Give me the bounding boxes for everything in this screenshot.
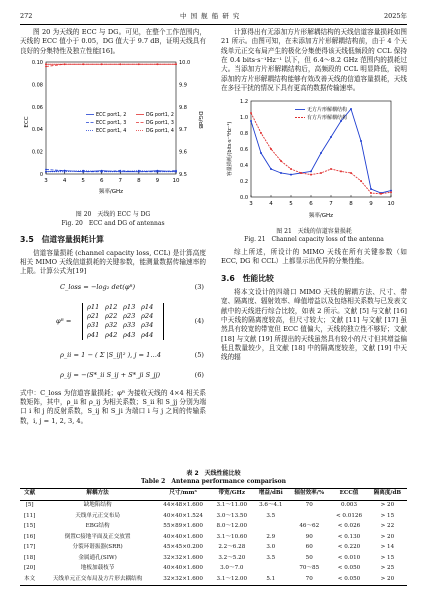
equation-4 xyxy=(20,301,206,345)
section-heading: 3.5 信道容量损耗计算 xyxy=(20,234,104,244)
table-body xyxy=(20,500,407,585)
x-tick-label: 5 xyxy=(81,178,85,185)
table-cell xyxy=(253,522,288,533)
table-row xyxy=(20,500,407,511)
legend-label: ECC port1, 4 xyxy=(96,129,127,135)
table-header-cell: 文献 xyxy=(24,490,36,497)
table-cell: 2.2～6.28 xyxy=(218,544,246,551)
table-header-cell: 尺寸/mm³ xyxy=(169,490,197,497)
table-cell: < 0.050 xyxy=(337,565,361,572)
x-tick-label: 4 xyxy=(269,200,273,207)
left-column xyxy=(20,28,206,426)
data-point xyxy=(138,170,140,172)
data-point xyxy=(300,172,302,174)
header-rule xyxy=(20,24,407,25)
figure-caption-cn: 图 20 天线的 ECC 与 DG xyxy=(75,211,151,219)
running-header xyxy=(20,12,407,22)
y-tick-label: 0.2 xyxy=(240,178,248,185)
matrix-cell: ρ21 xyxy=(87,312,100,321)
table-cell: 0.003 xyxy=(340,502,357,509)
table-cell: > 20 xyxy=(380,502,395,509)
table-row xyxy=(20,553,407,564)
table-cell: < 0.010 xyxy=(337,554,361,561)
table-cell: 天线单元正交布局及方片形去耦结构 xyxy=(52,575,143,582)
data-point xyxy=(270,148,272,150)
equation-number: (4) xyxy=(194,316,204,325)
table-cell: 分裂环谐振器(SRR) xyxy=(72,544,123,551)
matrix-cell: ρ13 xyxy=(123,302,136,311)
matrix-cell: ρ44 xyxy=(141,330,154,339)
table-cell: EBG结构 xyxy=(85,523,110,530)
table-cell: [20] xyxy=(23,565,36,572)
legend-label: DG port1, 3 xyxy=(146,121,174,127)
table-cell: 3.1～12.00 xyxy=(216,575,248,582)
data-point xyxy=(260,132,262,134)
data-point xyxy=(260,152,262,154)
table-cell: [15] xyxy=(23,523,36,530)
table-cell: 55×89×1.600 xyxy=(163,523,203,530)
y2-tick-label: 9.8 xyxy=(179,104,187,111)
table-cell: 70～85 xyxy=(299,565,320,572)
table-cell xyxy=(288,511,330,522)
table-row xyxy=(20,511,407,522)
data-point xyxy=(101,63,103,65)
legend-label: ECC port1, 3 xyxy=(96,121,127,127)
x-axis-label: 频率/GHz xyxy=(308,212,334,219)
figure-caption-en: Fig. 21 Channel capacity loss of the antenna xyxy=(244,235,384,243)
y2-tick-label: 9.9 xyxy=(179,82,187,89)
legend xyxy=(86,112,174,134)
table-header-cell: 辐射效率/% xyxy=(294,490,325,497)
x-tick-label: 7 xyxy=(118,178,123,185)
data-point xyxy=(45,169,47,171)
data-point xyxy=(119,63,121,65)
table-cell: 70 xyxy=(305,575,313,582)
matrix-cell: ρ32 xyxy=(105,321,118,330)
y-tick-label: 0.02 xyxy=(31,149,43,156)
x-tick-label: 10 xyxy=(172,178,180,185)
table-cell: 60 xyxy=(305,544,313,551)
right-column xyxy=(221,28,407,363)
data-point xyxy=(370,188,372,190)
table-cell: 倒置C接地平面及正交放置 xyxy=(64,533,131,540)
data-point xyxy=(390,191,392,193)
matrix-cell: ρ24 xyxy=(141,312,154,321)
x-tick-label: 6 xyxy=(309,200,313,207)
matrix-cell: ρ41 xyxy=(87,330,100,339)
y-tick-label: 0.6 xyxy=(240,146,248,153)
data-point xyxy=(175,63,177,65)
page-number: 272 xyxy=(20,12,33,20)
table-cell: 70 xyxy=(305,502,313,509)
y2-tick-label: 9.7 xyxy=(179,127,187,134)
table-cell: 3.1～11.00 xyxy=(216,502,248,509)
table-cell: < 0.130 xyxy=(337,533,361,540)
comparison-table xyxy=(20,488,407,586)
y-tick-label: 0.04 xyxy=(31,127,43,134)
table-header-cell: 解耦方法 xyxy=(86,490,109,497)
matrix-cell: ρ31 xyxy=(87,321,100,330)
table-cell: < 0.050 xyxy=(337,575,361,582)
table-cell: 3.1～10.60 xyxy=(216,533,248,540)
table-row xyxy=(20,532,407,543)
table-cell: [5] xyxy=(25,502,34,509)
figure-21 xyxy=(221,97,407,245)
table-row xyxy=(20,543,407,554)
table-cell: > 22 xyxy=(380,523,395,530)
table-row xyxy=(20,522,407,533)
x-tick-label: 4 xyxy=(62,178,67,185)
equation-number: (3) xyxy=(194,282,204,291)
table-cell: 地板加载枝节 xyxy=(80,565,115,572)
legend-label: 有方片形解耦结构 xyxy=(307,114,348,121)
data-point xyxy=(340,170,342,172)
data-point xyxy=(290,173,292,175)
matrix-cell: ρ43 xyxy=(123,330,136,339)
x-tick-label: 8 xyxy=(349,200,353,207)
matrix-cell: ρ12 xyxy=(105,302,118,311)
figure-20 xyxy=(20,58,206,228)
equation-number: (6) xyxy=(194,370,204,379)
table-title-en: Table 2 Antenna performance comparison xyxy=(141,478,286,486)
equation-text: C_loss = −log₂ det(φᴿ) xyxy=(60,282,136,291)
table-cell: [11] xyxy=(23,512,36,519)
table-header-cell: 隔离度/dB xyxy=(373,490,402,497)
table-cell: 5.1 xyxy=(266,575,276,582)
table-cell: 3.5 xyxy=(266,512,276,519)
table-cell: 2.9 xyxy=(266,533,276,540)
matrix-row xyxy=(87,312,159,321)
matrix-cell: ρ14 xyxy=(141,302,154,311)
table-cell: 天线单元正交布局 xyxy=(75,512,120,519)
y-tick-label: 0.8 xyxy=(240,130,248,137)
data-point xyxy=(157,63,159,65)
x-tick-label: 3 xyxy=(249,200,253,207)
table-cell: 50 xyxy=(305,554,313,561)
data-point xyxy=(320,172,322,174)
equation-text: ρ_ii = 1 − ( Σ |S_ij|² ), j = 1…4 xyxy=(60,350,162,359)
matrix-row xyxy=(87,321,159,330)
paragraph: 综上所述，所设计的 MIMO 天线在所有关键参数（如 ECC, DG 和 CCL）上都显示出优异的分集性能。 xyxy=(221,248,407,266)
x-axis-label: 频率/GHz xyxy=(98,189,124,196)
table-cell: 3.0～7.0 xyxy=(220,565,244,572)
y-tick-label: 1.0 xyxy=(240,114,248,121)
data-point xyxy=(330,136,332,138)
table-header-cell: ECC值 xyxy=(339,490,359,497)
table-cell: 32×32×1.600 xyxy=(163,554,203,561)
matrix-cell: ρ11 xyxy=(87,302,100,311)
table-cell: > 25 xyxy=(380,565,395,572)
data-point xyxy=(270,168,272,170)
matrix-row xyxy=(87,331,159,340)
x-tick-label: 7 xyxy=(329,200,333,207)
data-point xyxy=(310,170,312,172)
table-cell: [17] xyxy=(23,544,36,551)
data-point xyxy=(64,63,66,65)
year: 2025年 xyxy=(383,12,407,20)
data-point xyxy=(330,168,332,170)
table-row xyxy=(20,574,407,585)
table-cell: 32×32×1.600 xyxy=(163,575,203,582)
y-tick-label: 0 xyxy=(39,172,43,179)
table-cell: 44×48×1.600 xyxy=(163,502,203,509)
data-point xyxy=(380,192,382,194)
table-cell: 45×45×0.200 xyxy=(163,544,203,551)
table-2 xyxy=(20,470,407,586)
table-cell: < 0.0126 xyxy=(335,512,363,519)
table-row xyxy=(20,564,407,575)
matrix-cell: ρ23 xyxy=(123,312,136,321)
legend xyxy=(295,106,347,121)
data-point xyxy=(82,63,84,65)
data-point xyxy=(310,173,312,175)
paragraph: 计算得出有无添加方片形解耦结构的天线信道容量损耗如图 21 所示。由图可知，在未添加方片形解耦结构前，由于 4 个天线单元正交布局产生的极化分集使得该天线低频段的 CCL 保持在 0.4 bits·s⁻¹Hz⁻¹ 以下，但 6.4～8.2 GHz 范围内的损耗过大。当添加方片形解耦结构后，高频段的 CCL 明显降低，说明添加的方片形解耦结构能够有效改善天线的信道容量损耗，天线在多径干扰的情况下具有更高的数据传输速率。 xyxy=(221,28,407,93)
table-cell: > 14 xyxy=(380,544,395,551)
data-point xyxy=(250,112,252,114)
table-cell: [16] xyxy=(23,533,36,540)
table-cell: 3.0 xyxy=(266,544,276,551)
data-point xyxy=(350,172,352,174)
y-tick-label: 0.06 xyxy=(31,104,43,111)
matrix-row xyxy=(87,303,159,312)
data-point xyxy=(320,152,322,154)
matrix xyxy=(82,303,164,340)
matrix-cell: ρ42 xyxy=(105,330,118,339)
figure-caption-en: Fig. 20 ECC and DG of antennas xyxy=(61,219,165,227)
paragraph: 信道容量损耗 (channel capacity loss, CCL) 是计算高度相关 MIMO 天线信道损耗的关键参数，能测量数据传输速率的上限。计算公式为[19] xyxy=(20,248,206,276)
legend-label: DG port1, 4 xyxy=(146,129,174,135)
table-cell: 40×40×1.600 xyxy=(163,565,203,572)
x-tick-label: 5 xyxy=(289,200,293,207)
table-cell: 3.2～5.20 xyxy=(218,554,246,561)
y2-tick-label: 9.5 xyxy=(179,172,187,179)
x-tick-label: 9 xyxy=(369,200,373,207)
y-axis-label: ECC xyxy=(24,116,30,128)
table-cell: 3.0～13.50 xyxy=(216,512,248,519)
table-header-row xyxy=(20,489,407,501)
data-point xyxy=(350,108,352,110)
series-line xyxy=(251,109,391,193)
table-cell: 金属通孔(SIW) xyxy=(78,554,117,561)
table-cell: 40×40×1.524 xyxy=(163,512,203,519)
paragraph: 将本文设计的四端口 MIMO 天线的解耦方法、尺寸、带宽、隔离度、辐射效率、峰值增益以及包络相关系数与已发表文献中的天线进行综合比较，如表 2 所示。文献 [5] 与文献 [16] 中天线的隔离度较高，但尺寸较大；文献 [11] 与文献 [17] 虽然具有较宽的带宽但 ECC 值偏大，天线的独立性不够好；文献 [18] 与文献 [19] 所提出的天线虽然具有较小的尺寸但其增益偏低且数量较少，且文献 [18] 中的隔离度较差，文献 [19] 中天线的辐 xyxy=(221,287,407,362)
table-cell: 46～62 xyxy=(299,523,320,530)
matrix-cell: ρ22 xyxy=(105,312,118,321)
data-point xyxy=(360,180,362,182)
y-tick-label: 0.10 xyxy=(31,60,43,67)
table-title-cn: 表 2 天线性能比较 xyxy=(186,470,241,477)
x-tick-label: 6 xyxy=(99,178,104,185)
data-point xyxy=(45,63,47,65)
table-cell: 90 xyxy=(305,533,313,540)
table-cell: 8.0～12.00 xyxy=(216,523,248,530)
legend-label: ECC port1, 2 xyxy=(96,113,127,119)
equation-text: φᴿ = xyxy=(56,316,72,325)
x-tick-label: 10 xyxy=(387,200,395,207)
data-point xyxy=(360,140,362,142)
table-cell: < 0.026 xyxy=(337,523,361,530)
y2-tick-label: 10.0 xyxy=(179,60,191,67)
y-tick-label: 0.0 xyxy=(240,194,248,201)
x-tick-label: 9 xyxy=(155,178,160,185)
table-cell: > 20 xyxy=(380,575,395,582)
table-header-cell: 增益/dBi xyxy=(258,490,283,497)
y2-tick-label: 9.6 xyxy=(179,149,187,156)
x-tick-label: 3 xyxy=(44,178,48,185)
data-point xyxy=(250,120,252,122)
table-cell: < 0.220 xyxy=(337,544,361,551)
equation-3 xyxy=(20,283,206,297)
table-cell: > 20 xyxy=(380,533,395,540)
data-point xyxy=(280,172,282,174)
table-cell: 3.6～4.1 xyxy=(259,502,283,509)
paragraph: 式中：C_loss 为信道容量损耗；φᴿ 为接收天线的 4×4 相关系数矩阵，其中，ρ_ii 和 ρ_ij 为相关系数；S_ii 和 S_jj 分别为端口 i 和 j 的反射系数，S_ij 和 S_ji 为端口 i 与 j 之间的传输系数，i, j = 1, 2, 3, 4。 xyxy=(20,388,206,425)
table-cell: 缺地陷结构 xyxy=(83,502,112,509)
table-cell: 3.5 xyxy=(266,554,276,561)
ecc-dg-chart xyxy=(20,58,206,208)
matrix-cell: ρ34 xyxy=(141,321,154,330)
table-cell: 本文 xyxy=(24,575,36,582)
equation-number: (5) xyxy=(194,350,204,359)
data-point xyxy=(280,160,282,162)
matrix-cell: ρ33 xyxy=(123,321,136,330)
plot-frame xyxy=(46,62,176,174)
paragraph: 图 20 为天线的 ECC 与 DG。可见，在整个工作范围内，天线的 ECC 值小于 0.05，DG 值大于 9.7 dB，证明天线具有良好的分集特性及独立性能[16]。 xyxy=(20,28,206,55)
ccl-chart xyxy=(221,97,407,225)
table-cell: > 15 xyxy=(380,512,395,519)
table-cell: 40×40×1.600 xyxy=(163,533,203,540)
table-cell: > 15 xyxy=(380,554,395,561)
y-tick-label: 0.08 xyxy=(31,82,43,89)
figure-caption-cn: 图 21 天线的信道容量损耗 xyxy=(276,227,352,235)
y-axis-label: 容量损耗/(bits·s⁻¹Hz⁻¹) xyxy=(227,121,233,176)
table-cell: [18] xyxy=(23,554,36,561)
journal-name: 中 国 舰 船 研 究 xyxy=(180,12,241,20)
data-point xyxy=(370,192,372,194)
y-tick-label: 1.2 xyxy=(240,98,248,105)
legend-label: DG port1, 2 xyxy=(146,113,174,119)
data-point xyxy=(82,170,84,172)
data-point xyxy=(290,168,292,170)
table-header-cell: 带宽/GHz xyxy=(218,490,246,497)
equation-5 xyxy=(20,351,206,369)
equation-6 xyxy=(20,371,206,385)
table-cell xyxy=(253,564,288,575)
x-tick-label: 8 xyxy=(137,178,141,185)
y2-axis-label: DG/dB xyxy=(197,111,203,129)
y-tick-label: 0.4 xyxy=(240,162,248,169)
equation-text: ρ_ij = −(S*_ii S_ij + S*_ji S_jj) xyxy=(60,370,161,379)
data-point xyxy=(138,63,140,65)
data-point xyxy=(45,66,47,68)
legend-label: 无方片形解耦结构 xyxy=(307,106,348,113)
section-heading: 3.6 性能比较 xyxy=(221,273,274,283)
